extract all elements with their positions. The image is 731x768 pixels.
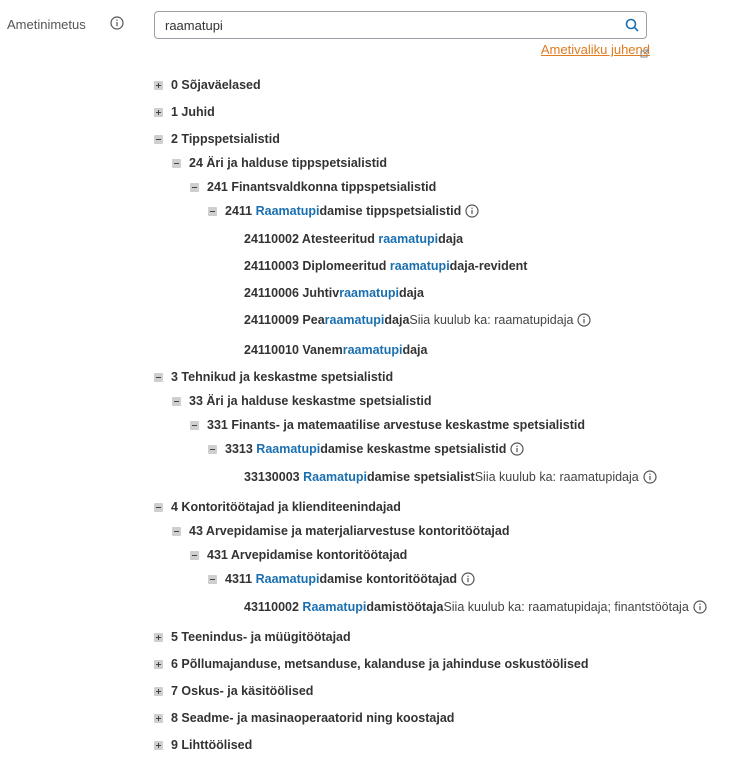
collapse-icon[interactable] [154, 373, 163, 382]
tree-node-0[interactable]: 0 Sõjaväelased [154, 78, 261, 92]
tree-node-6[interactable]: 6 Põllumajanduse, metsanduse, kalanduse ja jahinduse oskustöölised [154, 657, 589, 671]
tree-node-24[interactable]: 24 Äri ja halduse tippspetsialistid [172, 156, 387, 170]
occupation-item[interactable]: 33130003 Raamatupi damise spetsialist Siia kuulub ka: raamatupi daja [244, 470, 657, 484]
tree-node-4311[interactable]: 4311 Raamatupi damise kontoritöötajad [208, 572, 475, 586]
tree-node-33[interactable]: 33 Äri ja halduse keskastme spetsialistid [172, 394, 431, 408]
expand-icon[interactable] [154, 714, 163, 723]
expand-icon[interactable] [154, 633, 163, 642]
occupation-item[interactable]: 24110010 Vanem raamatupi daja [244, 343, 428, 357]
expand-icon[interactable] [154, 687, 163, 696]
expand-icon[interactable] [154, 108, 163, 117]
tree-node-2411[interactable]: 2411 Raamatupi damise tippspetsialistid [208, 204, 479, 218]
tree-node-4[interactable]: 4 Kontoritöötajad ja klienditeenindajad [154, 500, 401, 514]
tree-node-5[interactable]: 5 Teenindus- ja müügitöötajad [154, 630, 351, 644]
info-icon[interactable] [693, 600, 707, 614]
collapse-icon[interactable] [190, 183, 199, 192]
occupation-item[interactable]: 24110003 Diplomeeritud raamatupi daja-revident [244, 259, 528, 273]
info-icon[interactable] [110, 16, 124, 35]
search-input[interactable] [165, 16, 605, 34]
occupation-guide-link[interactable]: Ametivaliku juhend [540, 42, 650, 57]
tree-node-2[interactable]: 2 Tippspetsialistid [154, 132, 280, 146]
tree-node-43[interactable]: 43 Arvepidamise ja materjaliarvestuse kontoritöötajad [172, 524, 510, 538]
info-icon[interactable] [465, 204, 479, 218]
info-icon[interactable] [461, 572, 475, 586]
expand-icon[interactable] [154, 81, 163, 90]
collapse-icon[interactable] [172, 397, 181, 406]
collapse-icon[interactable] [172, 159, 181, 168]
collapse-icon[interactable] [154, 135, 163, 144]
info-icon[interactable] [577, 313, 591, 327]
search-field[interactable] [154, 11, 647, 39]
expand-icon[interactable] [154, 660, 163, 669]
tree-node-3313[interactable]: 3313 Raamatupi damise keskastme spetsialistid [208, 442, 524, 456]
tree-node-8[interactable]: 8 Seadme- ja masinaoperaatorid ning koostajad [154, 711, 454, 725]
collapse-icon[interactable] [208, 575, 217, 584]
collapse-icon[interactable] [154, 503, 163, 512]
tree-node-241[interactable]: 241 Finantsvaldkonna tippspetsialistid [190, 180, 436, 194]
tree-node-9[interactable]: 9 Lihttöölised [154, 738, 252, 752]
info-icon[interactable] [643, 470, 657, 484]
collapse-icon[interactable] [208, 207, 217, 216]
info-icon[interactable] [510, 442, 524, 456]
search-icon[interactable] [625, 18, 639, 37]
expand-icon[interactable] [154, 741, 163, 750]
occupation-item[interactable]: 24110006 Juhtiv raamatupi daja [244, 286, 424, 300]
collapse-icon[interactable] [172, 527, 181, 536]
field-label: Ametinimetus [7, 17, 86, 32]
collapse-icon[interactable] [190, 551, 199, 560]
occupation-item[interactable]: 43110002 Raamatupi damistöötaja Siia kuulub ka: raamatupi daja; finantstöötaja [244, 600, 707, 614]
tree-node-3[interactable]: 3 Tehnikud ja keskastme spetsialistid [154, 370, 393, 384]
tree-node-431[interactable]: 431 Arvepidamise kontoritöötajad [190, 548, 407, 562]
occupation-item[interactable]: 24110002 Atesteeritud raamatupi daja [244, 232, 464, 246]
collapse-icon[interactable] [190, 421, 199, 430]
tree-node-7[interactable]: 7 Oskus- ja käsitöölised [154, 684, 313, 698]
occupation-item[interactable]: 24110009 Pea raamatupi daja Siia kuulub ka: raamatupi daja [244, 313, 591, 327]
tree-node-1[interactable]: 1 Juhid [154, 105, 215, 119]
external-link-icon [640, 45, 649, 63]
tree-node-331[interactable]: 331 Finants- ja matemaatilise arvestuse keskastme spetsialistid [190, 418, 585, 432]
collapse-icon[interactable] [208, 445, 217, 454]
